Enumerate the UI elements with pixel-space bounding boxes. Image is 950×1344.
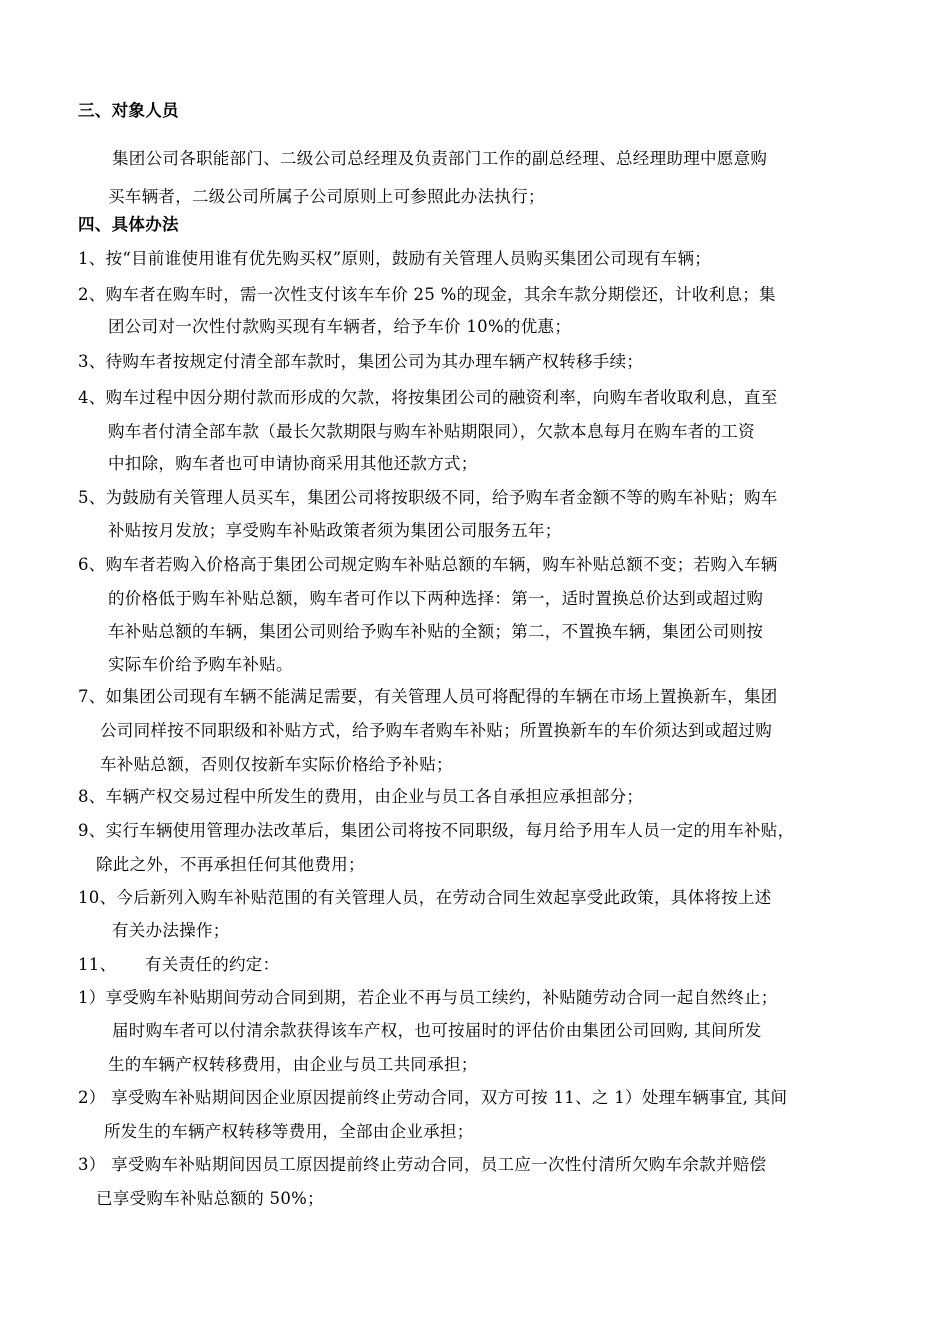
- section-3-body-line-1: 集团公司各职能部门、二级公司总经理及负责部门工作的副总经理、总经理助理中愿意购: [112, 149, 768, 168]
- item-5-line-2: 补贴按月发放；享受购车补贴政策者须为集团公司服务五年；: [108, 521, 562, 540]
- subitem-1-line-2: 届时购车者可以付清余款获得该车产权，也可按届时的评估价由集团公司回购, 其间所发: [112, 1021, 762, 1040]
- subitem-1-line-1: 1）享受购车补贴期间劳动合同到期，若企业不再与员工续约，补贴随劳动合同一起自然终止；: [78, 988, 778, 1007]
- item-11-number: 11、: [78, 955, 117, 974]
- subitem-2-line-1: 2） 享受购车补贴期间因企业原因提前终止劳动合同，双方可按 11、之 1）处理车辆事宜, 其间: [78, 1088, 788, 1107]
- item-2-line-1: 2、购车者在购车时，需一次性支付该车车价 25 %的现金，其余车款分期偿还，计收利息；集: [78, 285, 776, 304]
- section-heading-3: 三、对象人员: [78, 101, 179, 120]
- section-heading-4: 四、具体办法: [78, 215, 179, 234]
- subitem-3-line-1: 3） 享受购车补贴期间因员工原因提前终止劳动合同，员工应一次性付清所欠购车余款并赔偿: [78, 1155, 767, 1174]
- item-9-line-2: 除此之外，不再承担任何其他费用；: [96, 855, 365, 874]
- item-7-line-3: 车补贴总额，否则仅按新车实际价格给予补贴；: [100, 755, 453, 774]
- subitem-3-line-2: 已享受购车补贴总额的 50%；: [96, 1189, 324, 1208]
- item-9-line-1: 9、实行车辆使用管理办法改革后，集团公司将按不同职级，每月给予用车人员一定的用车补贴，: [78, 821, 795, 840]
- subitem-1-line-3: 生的车辆产权转移费用，由企业与员工共同承担；: [108, 1055, 478, 1074]
- item-6-line-2: 的价格低于购车补贴总额，购车者可作以下两种选择：第一，适时置换总价达到或超过购: [108, 589, 764, 608]
- item-6-line-3: 车补贴总额的车辆，集团公司则给予购车补贴的全额；第二，不置换车辆，集团公司则按: [108, 622, 764, 641]
- item-5-line-1: 5、为鼓励有关管理人员买车，集团公司将按职级不同，给予购车者金额不等的购车补贴；购车: [78, 488, 778, 507]
- item-4-line-1: 4、购车过程中因分期付款而形成的欠款，将按集团公司的融资利率，向购车者收取利息，直至: [78, 388, 778, 407]
- item-3-line-1: 3、待购车者按规定付清全部车款时，集团公司为其办理车辆产权转移手续；: [78, 352, 644, 371]
- section-3-body-line-2: 买车辆者，二级公司所属子公司原则上可参照此办法执行；: [108, 187, 545, 206]
- item-1-line-1: 1、按“目前谁使用谁有优先购买权”原则，鼓励有关管理人员购买集团公司现有车辆；: [78, 249, 712, 268]
- item-2-line-2: 团公司对一次性付款购买现有车辆者，给予车价 10%的优惠；: [108, 317, 572, 336]
- item-7-line-2: 公司同样按不同职级和补贴方式，给予购车者购车补贴；所置换新车的车价须达到或超过购: [100, 721, 772, 740]
- item-4-line-3: 中扣除，购车者也可申请协商采用其他还款方式；: [108, 454, 478, 473]
- item-4-line-2: 购车者付清全部车款（最长欠款期限与购车补贴期限同），欠款本息每月在购车者的工资: [108, 422, 755, 441]
- item-6-line-1: 6、购车者若购入价格高于集团公司规定购车补贴总额的车辆，购车补贴总额不变；若购入车辆: [78, 555, 778, 574]
- item-10-line-2: 有关办法操作；: [112, 921, 230, 940]
- item-6-line-4: 实际车价给予购车补贴。: [108, 655, 293, 674]
- subitem-2-line-2: 所发生的车辆产权转移等费用，全部由企业承担；: [104, 1122, 474, 1141]
- item-10-line-1: 10、今后新列入购车补贴范围的有关管理人员，在劳动合同生效起享受此政策，具体将按上述: [78, 888, 772, 907]
- item-8-line-1: 8、车辆产权交易过程中所发生的费用，由企业与员工各自承担应承担部分；: [78, 787, 644, 806]
- item-11-text: 有关责任的约定：: [145, 955, 280, 974]
- item-7-line-1: 7、如集团公司现有车辆不能满足需要，有关管理人员可将配得的车辆在市场上置换新车，集团: [78, 687, 778, 706]
